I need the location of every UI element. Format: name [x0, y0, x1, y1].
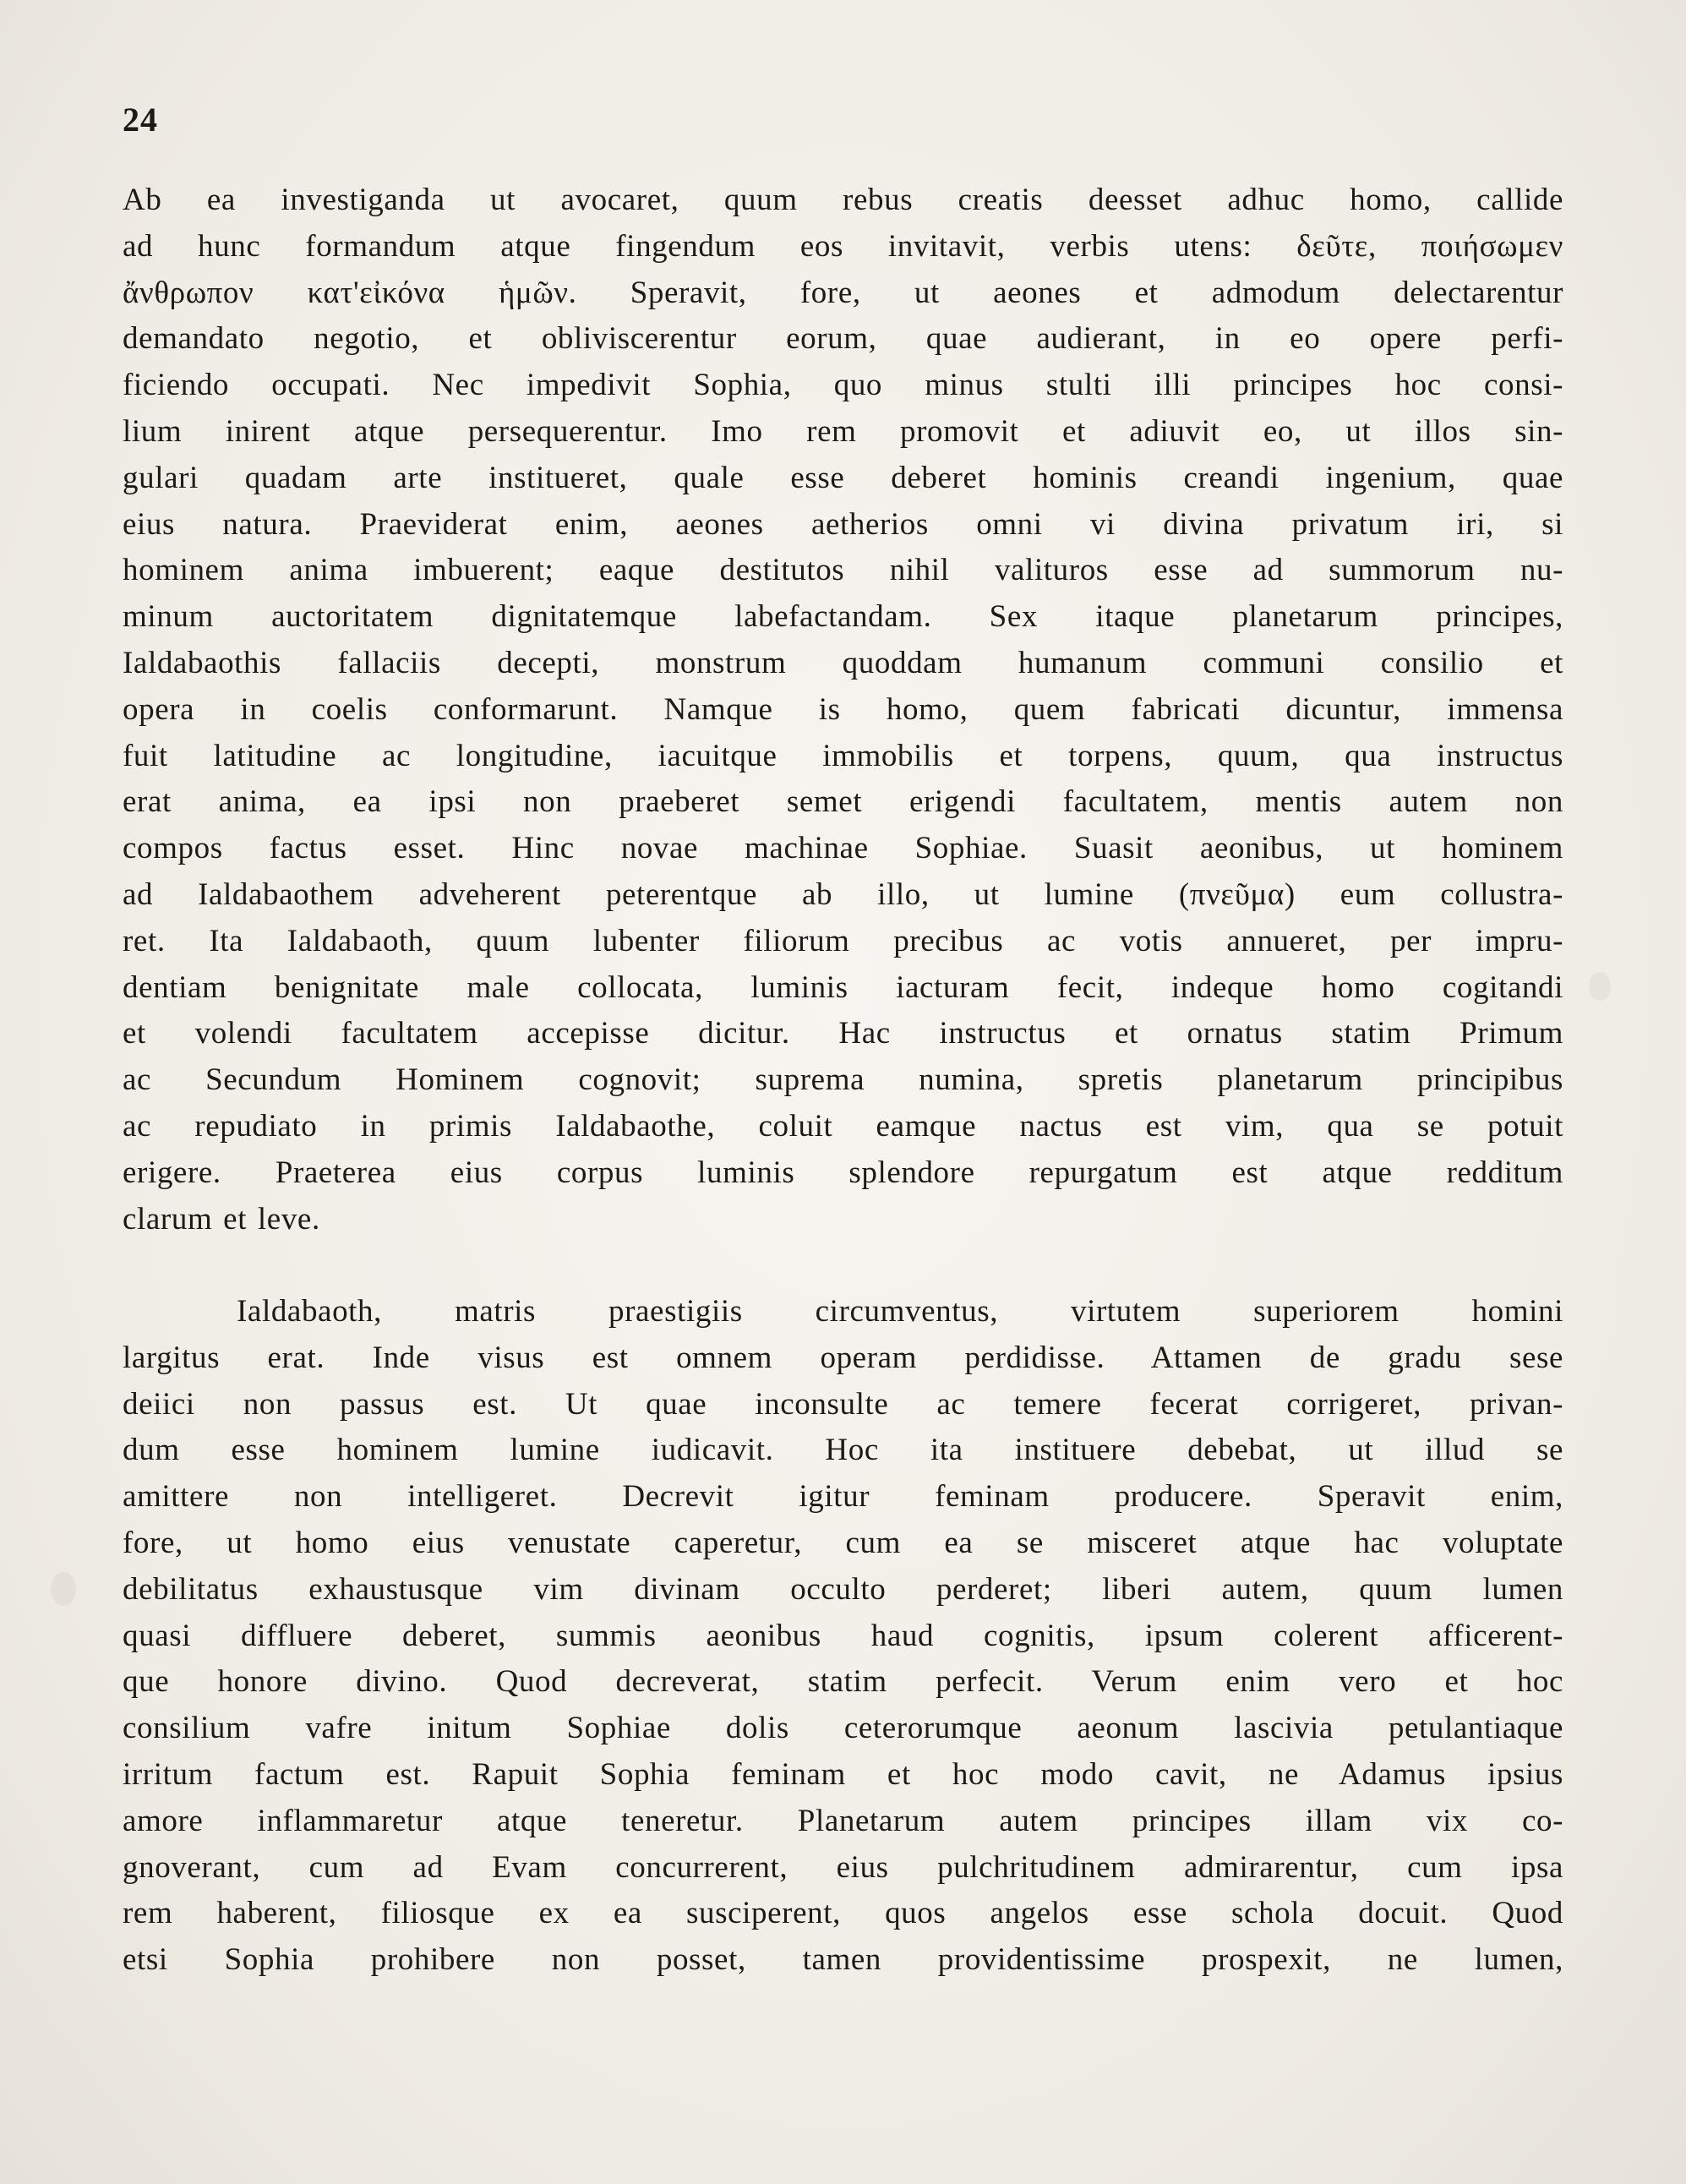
- text-line: Ab ea investiganda ut avocaret, quum rebus creatis deesset adhuc homo, callide: [123, 183, 1563, 217]
- text-line: lium inirent atque persequerentur. Imo rem promovit et adiuvit eo, ut illos sin-: [123, 413, 1563, 449]
- text-line: minum auctoritatem dignitatemque labefactandam. Sex itaque planetarum principes,: [123, 599, 1563, 635]
- text-line: etsi Sophia prohibere non posset, tamen providentissime prospexit, ne lumen,: [123, 1942, 1563, 1978]
- text-line: largitus erat. Inde visus est omnem operam perdidisse. Attamen de gradu sese: [123, 1340, 1563, 1375]
- text-line: deiici non passus est. Ut quae inconsulte ac temere fecerat corrigeret, privan-: [123, 1386, 1563, 1422]
- text-line: Ialdabaoth, matris praestigiis circumventus, virtutem superiorem homini: [237, 1294, 1563, 1329]
- text-line: ἄνθρωπον κατ'εἰκόνα ἡμῶν. Speravit, fore, ut aeones et admodum delectarentur: [123, 275, 1563, 310]
- text-line: eius natura. Praeviderat enim, aeones aetherios omni vi divina privatum iri, si: [123, 506, 1563, 542]
- text-line: opera in coelis conformarunt. Namque is homo, quem fabricati dicuntur, immensa: [123, 691, 1563, 727]
- text-line: dum esse hominem lumine iudicavit. Hoc ita instituere debebat, ut illud se: [123, 1433, 1563, 1468]
- text-line: demandato negotio, et obliviscerentur eorum, quae audierant, in eo opere perfi-: [123, 321, 1563, 357]
- text-line: que honore divino. Quod decreverat, statim perfecit. Verum enim vero et hoc: [123, 1664, 1563, 1700]
- text-line: Ialdabaothis fallaciis decepti, monstrum quoddam humanum communi consilio et: [123, 645, 1563, 680]
- text-line: quasi diffluere deberet, summis aeonibus haud cognitis, ipsum colerent afficerent-: [123, 1618, 1563, 1653]
- text-line: compos factus esset. Hinc novae machinae Sophiae. Suasit aeonibus, ut hominem: [123, 831, 1563, 866]
- text-line: gnoverant, cum ad Evam concurrerent, eius pulchritudinem admirarentur, cum ipsa: [123, 1849, 1563, 1885]
- text-line: rem haberent, filiosque ex ea susciperent, quos angelos esse schola docuit. Quod: [123, 1896, 1563, 1931]
- text-line: gulari quadam arte institueret, quale esse deberet hominis creandi ingenium, quae: [123, 460, 1563, 495]
- text-line: ac repudiato in primis Ialdabaothe, coluit eamque nactus est vim, qua se potuit: [123, 1108, 1563, 1144]
- text-line: ret. Ita Ialdabaoth, quum lubenter filiorum precibus ac votis annueret, per impru-: [123, 923, 1563, 958]
- text-line: clarum et leve.: [123, 1201, 320, 1237]
- text-line: ad hunc formandum atque fingendum eos invitavit, verbis utens: δεῦτε, ποιήσωμεν: [123, 228, 1563, 264]
- text-line: ficiendo occupati. Nec impedivit Sophia, quo minus stulti illi principes hoc consi-: [123, 368, 1563, 403]
- text-line: hominem anima imbuerent; eaque destitutos nihil valituros esse ad summorum nu-: [123, 553, 1563, 588]
- text-line: fuit latitudine ac longitudine, iacuitque immobilis et torpens, quum, qua instructus: [123, 738, 1563, 773]
- page-number: 24: [123, 101, 158, 139]
- text-line: amittere non intelligeret. Decrevit igitur feminam producere. Speravit enim,: [123, 1479, 1563, 1515]
- text-line: erigere. Praeterea eius corpus luminis splendore repurgatum est atque redditum: [123, 1155, 1563, 1190]
- text-line: erat anima, ea ipsi non praeberet semet erigendi facultatem, mentis autem non: [123, 784, 1563, 820]
- text-line: ad Ialdabaothem adveherent peterentque ab illo, ut lumine (πνεῦμα) eum collustra-: [123, 876, 1563, 912]
- text-line: consilium vafre initum Sophiae dolis ceterorumque aeonum lascivia petulantiaque: [123, 1711, 1563, 1746]
- text-line: dentiam benignitate male collocata, luminis iacturam fecit, indeque homo cogitandi: [123, 969, 1563, 1005]
- paragraph-1: [123, 177, 1563, 1242]
- text-line: et volendi facultatem accepisse dicitur. Hac instructus et ornatus statim Primum: [123, 1016, 1563, 1051]
- paragraph-2: [123, 1289, 1563, 1984]
- paper-stain: [1589, 972, 1611, 1001]
- text-line: debilitatus exhaustusque vim divinam occulto perderet; liberi autem, quum lumen: [123, 1571, 1563, 1607]
- text-line: amore inflammaretur atque teneretur. Planetarum autem principes illam vix co-: [123, 1803, 1563, 1838]
- text-line: irritum factum est. Rapuit Sophia feminam et hoc modo cavit, ne Adamus ipsius: [123, 1756, 1563, 1792]
- paper-stain: [51, 1572, 76, 1606]
- text-line: fore, ut homo eius venustate caperetur, cum ea se misceret atque hac voluptate: [123, 1525, 1563, 1560]
- text-line: ac Secundum Hominem cognovit; suprema numina, spretis planetarum principibus: [123, 1062, 1563, 1098]
